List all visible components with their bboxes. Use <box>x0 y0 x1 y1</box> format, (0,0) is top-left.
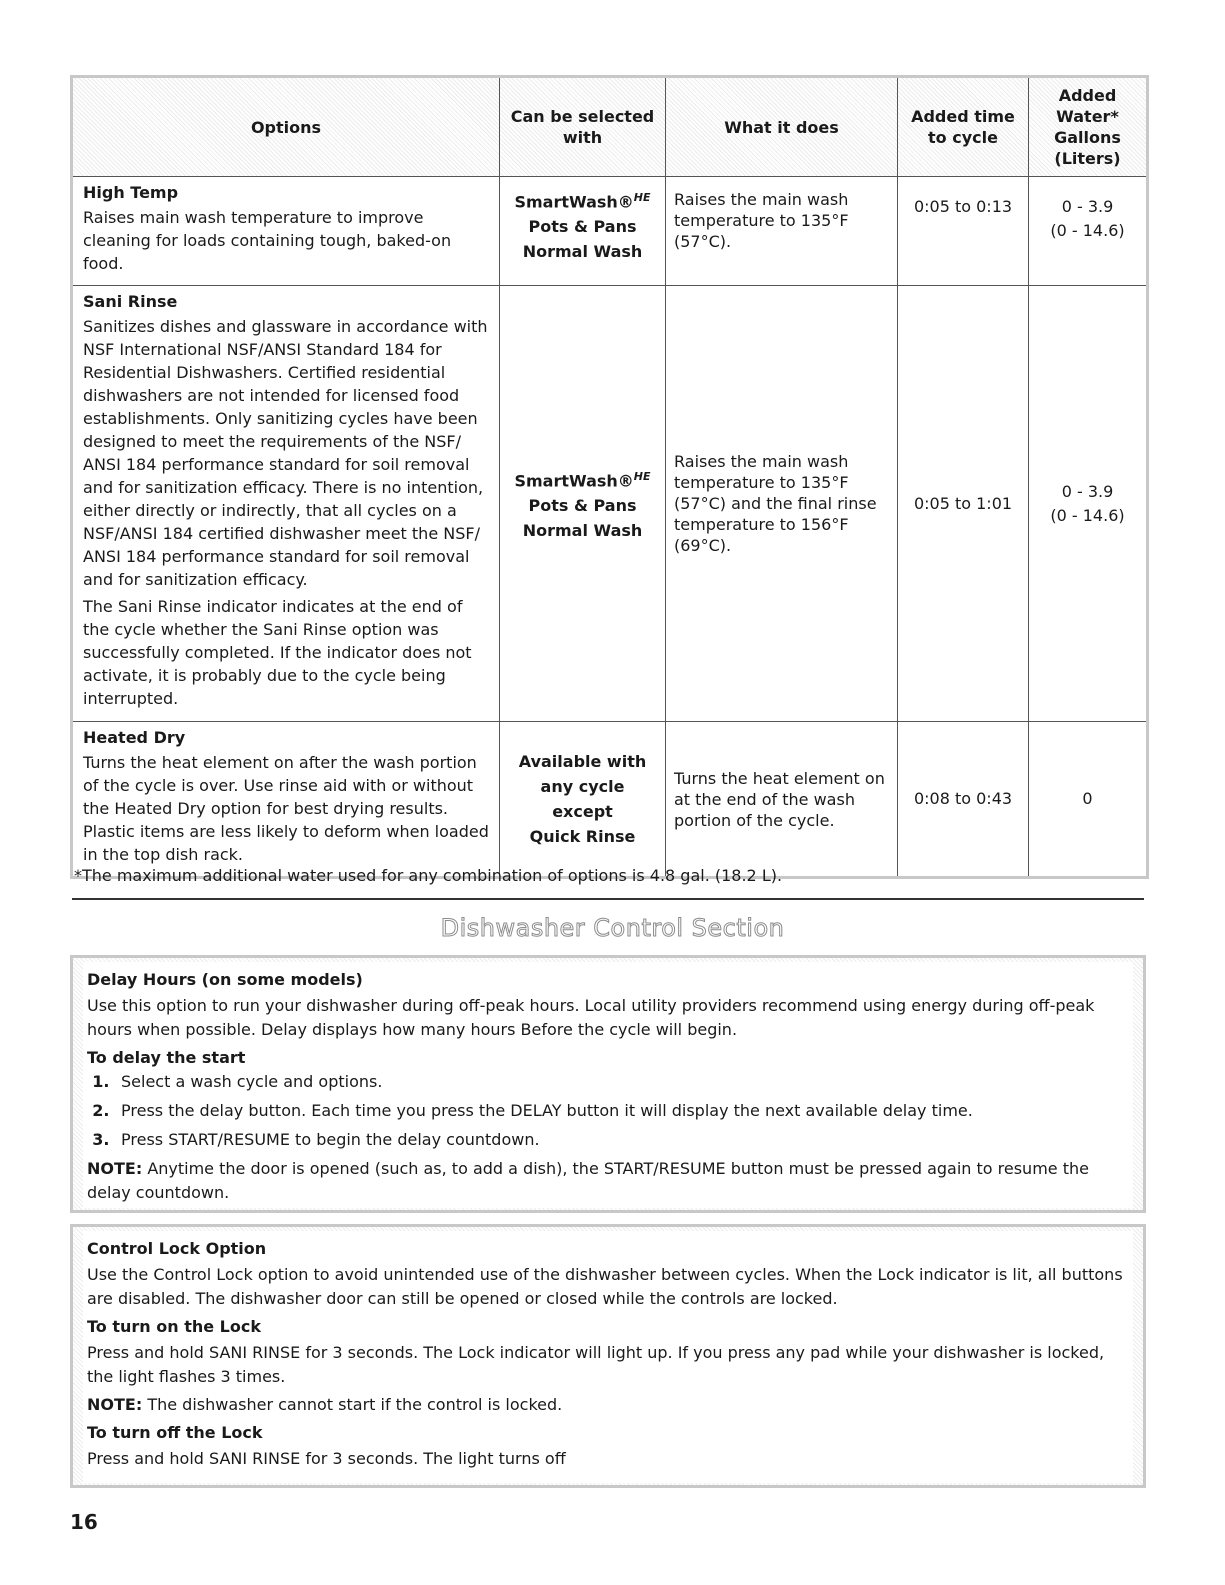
lock-title: Control Lock Option <box>87 1239 267 1258</box>
header-added-time: Added time to cycle <box>898 77 1029 177</box>
header-added-water: Added Water* Gallons (Liters) <box>1029 77 1148 177</box>
lock-off-head: To turn off the Lock <box>87 1423 263 1442</box>
what-it-does-cell: Turns the heat element on at the end of the wash portion of the cycle. <box>666 722 898 878</box>
lock-on-head: To turn on the Lock <box>87 1317 261 1336</box>
control-lock-box <box>70 1224 1146 1488</box>
what-it-does-cell: Raises the main wash temperature to 135°F (57°C). <box>666 177 898 286</box>
lock-on-text: Press and hold SANI RINSE for 3 seconds. The Lock indicator will light up. If you press any pad while your dishwasher is locked, the light flashes 3 times. <box>87 1343 1105 1386</box>
option-cell <box>72 722 500 878</box>
time-cell: 0:05 to 1:01 <box>898 286 1029 722</box>
footnote: *The maximum additional water used for any combination of options is 4.8 gal. (18.2 L). <box>74 866 783 885</box>
header-what-it-does: What it does <box>666 77 898 177</box>
lock-intro: Use the Control Lock option to avoid unintended use of the dishwasher between cycles. When the Lock indicator is lit, all buttons are disabled. The dishwasher door can still be opened or closed while the controls are locked. <box>87 1265 1123 1308</box>
page-number: 16 <box>70 1510 98 1534</box>
selectable-cell: SmartWash®$^{HE}$ Pots & Pans Normal Wash <box>500 286 666 722</box>
option-title: High Temp <box>83 183 179 202</box>
lock-off-text: Press and hold SANI RINSE for 3 seconds. The light turns off <box>87 1449 566 1468</box>
section-title: Dishwasher Control Section <box>440 914 785 942</box>
water-cell: 0 <box>1029 722 1148 878</box>
list-item: 3. Press START/RESUME to begin the delay countdown. <box>115 1128 1129 1152</box>
delay-note: NOTE: Anytime the door is opened (such as, to add a dish), the START/RESUME button must be pressed again to resume the delay countdown. <box>87 1159 1089 1202</box>
delay-title: Delay Hours (on some models) <box>87 970 363 989</box>
option-cell <box>72 177 500 286</box>
water-cell: 0 - 3.9 (0 - 14.6) <box>1029 286 1148 722</box>
table-row <box>72 177 1148 286</box>
lock-note: NOTE: The dishwasher cannot start if the control is locked. <box>87 1395 563 1414</box>
option-description: Sanitizes dishes and glassware in accordance with NSF International NSF/ANSI Standard 184 for Residential Dishwashers. Certified residential dishwashers are not intended for licensed food establishments. Only sanitizing cycles have been designed to meet the requirements of the NSF/ ANSI 184 performance standard for soil removal and for sanitization efficacy. There is no intention, either directly or indirectly, that all cycles on a NSF/ANSI 184 certified dishwasher meet the NSF/ ANSI 184 performance standard for soil removal and for sanitization efficacy. The Sani Rinse indicator indicates at the end of the cycle whether the Sani Rinse option was successfully completed. If the indicator does not activate, it is probably due to the cycle being interrupted. <box>83 317 488 708</box>
option-cell <box>72 286 500 722</box>
option-description: Turns the heat element on after the wash portion of the cycle is over. Use rinse aid with or without the Heated Dry option for best drying results. Plastic items are less likely to deform when loaded in the top dish rack. <box>83 753 489 864</box>
selectable-cell: Available with any cycle except Quick Rinse <box>500 722 666 878</box>
option-title: Sani Rinse <box>83 292 178 311</box>
header-options: Options <box>72 77 500 177</box>
divider <box>72 898 1144 900</box>
table-row <box>72 286 1148 722</box>
water-cell: 0 - 3.9 (0 - 14.6) <box>1029 177 1148 286</box>
time-cell: 0:05 to 0:13 <box>898 177 1029 286</box>
time-cell: 0:08 to 0:43 <box>898 722 1029 878</box>
delay-intro: Use this option to run your dishwasher during off-peak hours. Local utility providers recommend using energy during off-peak hours when possible. Delay displays how many hours Before the cycle will begin. <box>87 996 1095 1039</box>
header-can-be-selected: Can be selected with <box>500 77 666 177</box>
list-item: 1. Select a wash cycle and options. <box>115 1070 1129 1094</box>
option-title: Heated Dry <box>83 728 186 747</box>
options-table <box>70 75 1149 879</box>
selectable-cell: SmartWash®$^{HE}$ Pots & Pans Normal Wash <box>500 177 666 286</box>
delay-hours-box <box>70 955 1146 1213</box>
list-item: 2. Press the delay button. Each time you press the DELAY button it will display the next available delay time. <box>115 1099 1129 1123</box>
table-row <box>72 722 1148 878</box>
delay-steps <box>87 1070 1129 1152</box>
option-description: Raises main wash temperature to improve cleaning for loads containing tough, baked-on food. <box>83 208 452 273</box>
what-it-does-cell: Raises the main wash temperature to 135°F (57°C) and the final rinse temperature to 156°F (69°C). <box>666 286 898 722</box>
delay-subhead: To delay the start <box>87 1048 246 1067</box>
table-header-row <box>72 77 1148 177</box>
